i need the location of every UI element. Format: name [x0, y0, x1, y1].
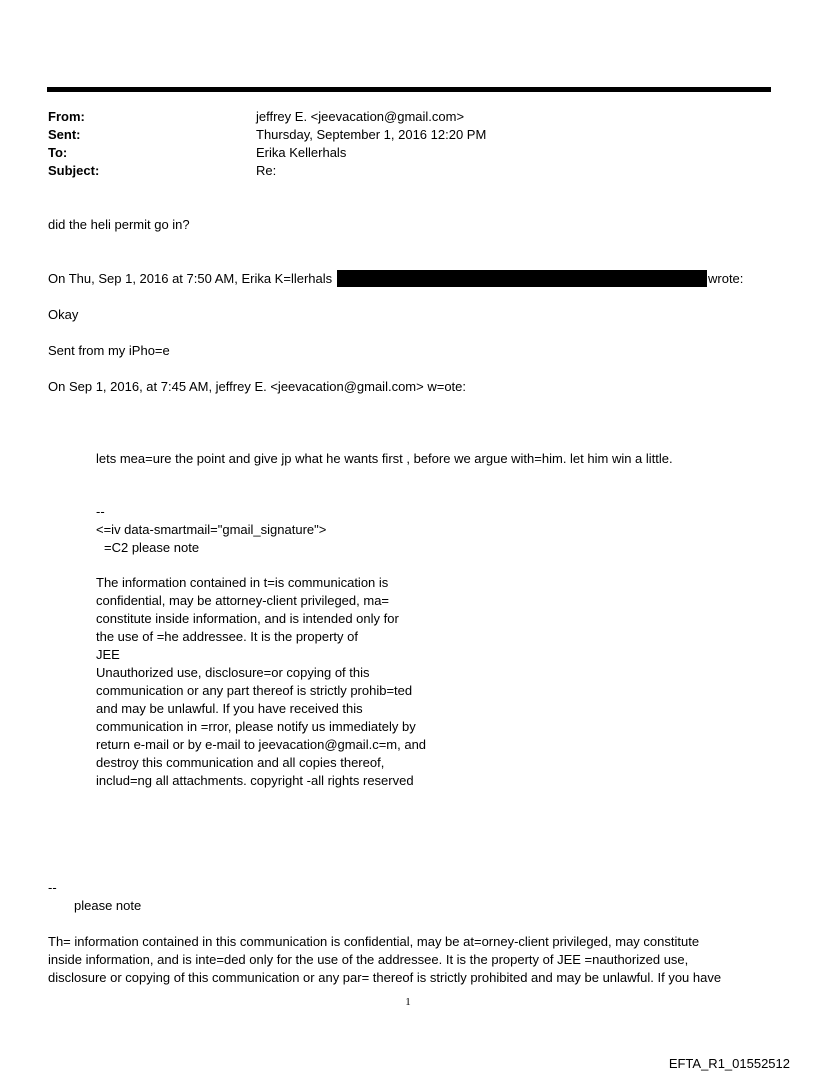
subject-value: Re: [256, 163, 277, 178]
disclaimer-line: The information contained in t=is communication is [96, 575, 389, 590]
disclaimer-line: confidential, may be attorney-client privileged, ma= [96, 593, 390, 608]
outer-disclaimer-line: inside information, and is inte=ded only for the use of the addressee. It is the property of JEE =nauthorized use, [48, 952, 689, 967]
bates-number: EFTA_R1_01552512 [668, 1056, 790, 1071]
body-line-1: did the heli permit go in? [48, 217, 190, 232]
signature-note: =C2 please note [104, 540, 200, 555]
quote2-intro: On Sep 1, 2016, at 7:45 AM, jeffrey E. <jeevacation@gmail.com> w=ote: [48, 379, 466, 394]
signature-dashes: -- [96, 504, 105, 519]
outer-disclaimer-line: disclosure or copying of this communication or any par= thereof is strictly prohibited and may be unlawful. If you have [48, 970, 722, 985]
to-row [48, 144, 67, 162]
subject-row [48, 162, 99, 180]
from-row [48, 108, 85, 126]
sent-value: Thursday, September 1, 2016 12:20 PM [256, 127, 487, 142]
disclaimer-line: JEE [96, 647, 120, 662]
disclaimer-line: Unauthorized use, disclosure=or copying of this [96, 665, 370, 680]
outer-note: please note [74, 898, 142, 913]
redaction-bar [337, 270, 707, 287]
disclaimer-line: and may be unlawful. If you have received this [96, 701, 363, 716]
disclaimer-line: includ=ng all attachments. copyright -all rights reserved [96, 773, 414, 788]
quote-intro: On Thu, Sep 1, 2016 at 7:50 AM, Erika K=llerhals [48, 271, 333, 286]
disclaimer-line: constitute inside information, and is intended only for [96, 611, 399, 626]
disclaimer-line: communication in =rror, please notify us immediately by [96, 719, 416, 734]
sent-row [48, 126, 81, 144]
page-number: 1 [405, 996, 411, 1008]
okay-line: Okay [48, 307, 79, 322]
from-value: jeffrey E. <jeevacation@gmail.com> [256, 109, 465, 124]
to-value: Erika Kellerhals [256, 145, 347, 160]
disclaimer-line: return e-mail or by e-mail to jeevacation@gmail.c=m, and [96, 737, 427, 752]
signature-disclaimer [96, 574, 426, 790]
subject-label: Subject: [48, 163, 100, 178]
inner-message: lets mea=ure the point and give jp what he wants first , before we argue with=him. let him win a little. [96, 451, 673, 466]
disclaimer-line: the use of =he addressee. It is the property of [96, 629, 358, 644]
quote-intro-end: wrote: [708, 271, 744, 286]
signature-tag: <=iv data-smartmail="gmail_signature"> [96, 522, 327, 537]
outer-disclaimer [48, 933, 721, 987]
to-label: To: [48, 145, 68, 160]
outer-disclaimer-line: Th= information contained in this communication is confidential, may be at=orney-client privileged, may constitute [48, 934, 700, 949]
header-rule [47, 87, 771, 92]
disclaimer-line: destroy this communication and all copies thereof, [96, 755, 385, 770]
sent-label: Sent: [48, 127, 81, 142]
from-label: From: [48, 109, 85, 124]
sent-from-line: Sent from my iPho=e [48, 343, 170, 358]
outer-dashes: -- [48, 880, 57, 895]
disclaimer-line: communication or any part thereof is strictly prohib=ted [96, 683, 413, 698]
